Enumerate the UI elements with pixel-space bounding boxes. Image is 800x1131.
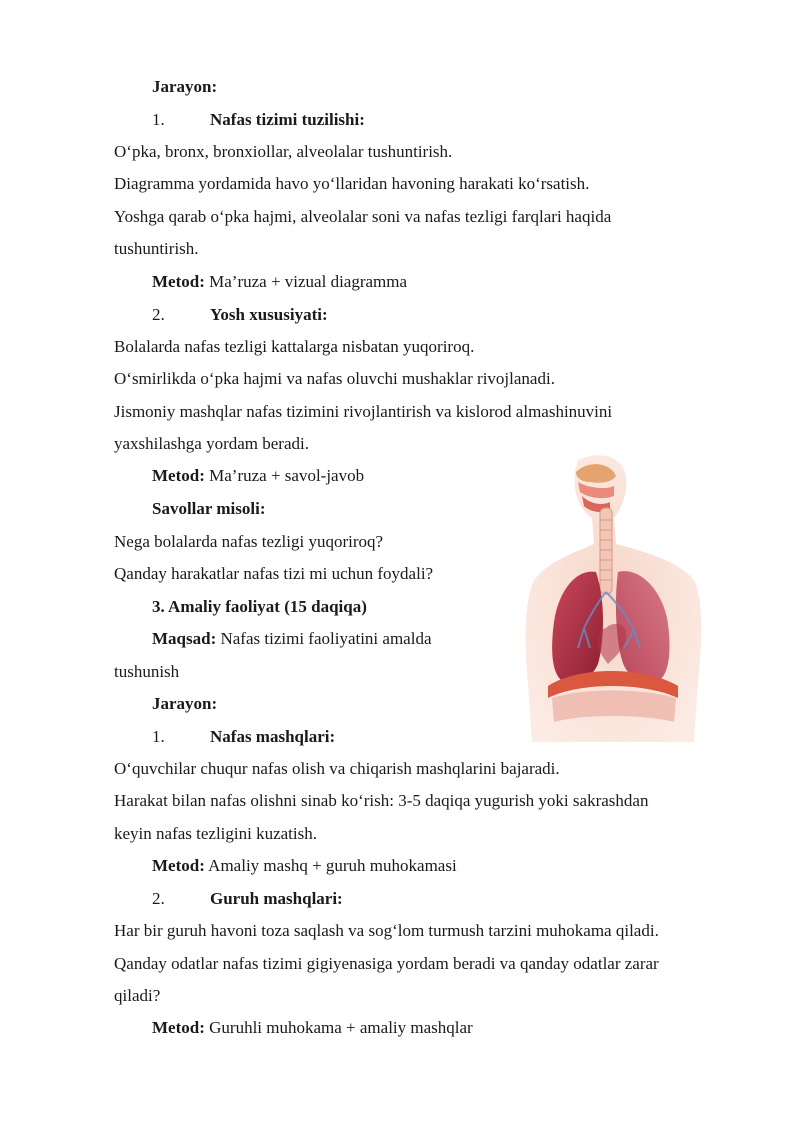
method-line [152, 465, 364, 487]
paragraph-line: Jismoniy mashqlar nafas tizimini rivojlantirish va kislorod almashinuvini [114, 402, 613, 421]
method-text: Guruhli muhokama + amaliy mashqlar [204, 1018, 473, 1037]
paragraph-line: Qanday odatlar nafas tizimi gigiyenasiga yordam beradi va qanday odatlar zarar [114, 954, 659, 973]
method-label: Metod: [152, 1018, 205, 1037]
section-number: 2. [152, 889, 165, 908]
paragraph-line: Yoshga qarab o‘pka hajmi, alveolalar soni va nafas tezligi farqlari haqida [114, 207, 612, 226]
paragraph-line: tushuntirish. [114, 239, 199, 258]
section-number: 1. [152, 110, 165, 129]
paragraph-line: Har bir guruh havoni toza saqlash va sog‘lom turmush tarzini muhokama qiladi. [114, 921, 659, 940]
question-line: Nega bolalarda nafas tezligi yuqoriroq? [114, 532, 384, 551]
process-heading: Jarayon: [152, 694, 218, 713]
method-label: Metod: [152, 856, 205, 875]
paragraph-line: O‘quvchilar chuqur nafas olish va chiqarish mashqlarini bajaradi. [114, 759, 560, 778]
method-text: Ma’ruza + vizual diagramma [204, 272, 408, 291]
paragraph-line: O‘pka, bronx, bronxiollar, alveolalar tushuntirish. [114, 142, 453, 161]
section-number: 1. [152, 727, 165, 746]
goal-label: Maqsad: [152, 629, 217, 648]
paragraph-line: keyin nafas tezligini kuzatish. [114, 824, 317, 843]
goal-line [152, 628, 432, 650]
section-number: 2. [152, 305, 165, 324]
method-text: Ma’ruza + savol-javob [204, 466, 365, 485]
method-line [152, 1017, 473, 1039]
section-title: Nafas tizimi tuzilishi: [210, 110, 365, 129]
activity-heading: 3. Amaliy faoliyat (15 daqiqa) [152, 597, 367, 616]
goal-line-continued: tushunish [114, 662, 180, 681]
method-line [152, 855, 457, 877]
paragraph-line: qiladi? [114, 986, 161, 1005]
method-label: Metod: [152, 272, 205, 291]
section-title: Guruh mashqlari: [210, 889, 343, 908]
method-text: Amaliy mashq + guruh muhokamasi [204, 856, 457, 875]
paragraph-line: Diagramma yordamida havo yo‘llaridan havoning harakati ko‘rsatish. [114, 174, 590, 193]
section-title: Yosh xususiyati: [210, 305, 328, 324]
section-title: Nafas mashqlari: [210, 727, 336, 746]
question-line: Qanday harakatlar nafas tizi mi uchun foydali? [114, 564, 434, 583]
paragraph-line: Harakat bilan nafas olishni sinab ko‘rish: 3-5 daqiqa yugurish yoki sakrashdan [114, 791, 649, 810]
paragraph-line: O‘smirlikda o‘pka hajmi va nafas oluvchi mushaklar rivojlanadi. [114, 369, 555, 388]
questions-heading: Savollar misoli: [152, 499, 266, 518]
paragraph-line: Bolalarda nafas tezligi kattalarga nisbatan yuqoriroq. [114, 337, 475, 356]
goal-text: Nafas tizimi faoliyatini amalda [216, 629, 432, 648]
method-line [152, 271, 407, 293]
process-heading: Jarayon: [152, 77, 218, 96]
method-label: Metod: [152, 466, 205, 485]
respiratory-system-illustration [518, 452, 710, 742]
paragraph-line: yaxshilashga yordam beradi. [114, 434, 309, 453]
